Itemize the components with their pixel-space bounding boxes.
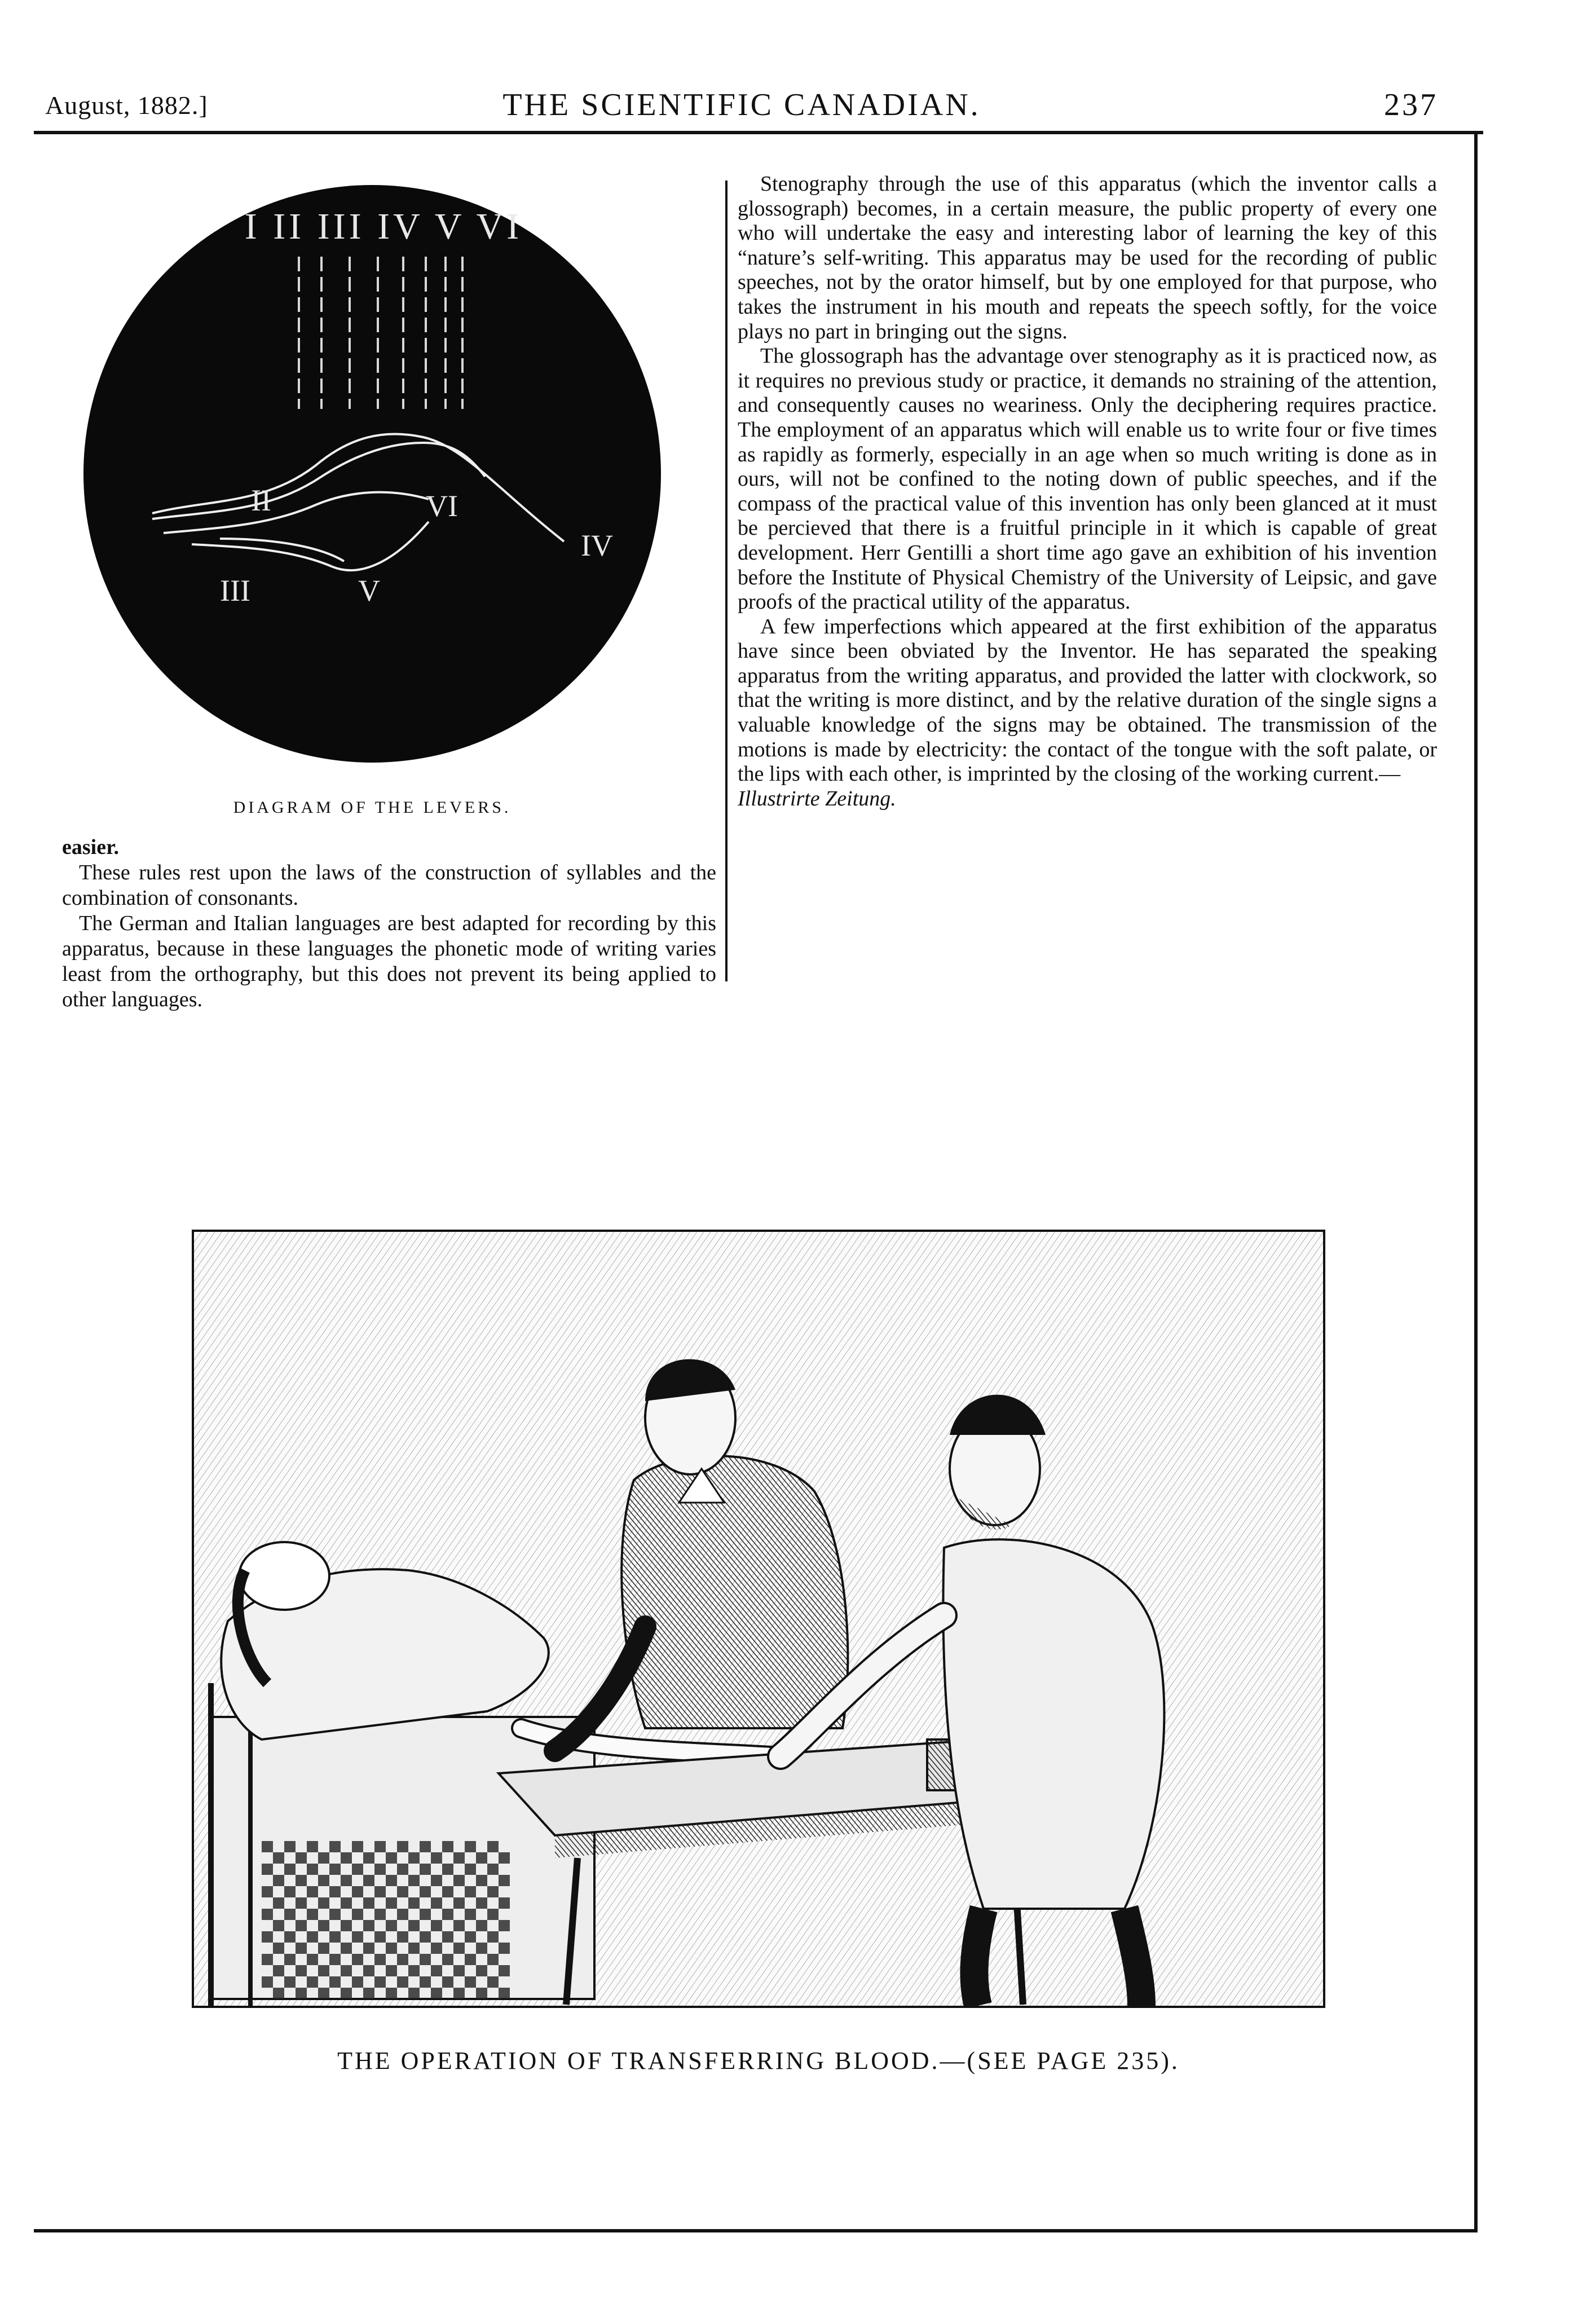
lever-diagram <box>79 172 665 776</box>
blood-transfusion-engraving <box>192 1230 1325 2008</box>
paragraph: Stenography through the use of this apparatus (which the inventor calls a glossograph) becomes, in a certain measure, the public property of every one who will undertake the easy and interesting labor of learning the key of this “nature’s self-writing. This apparatus may be used for the recording of public speeches, not by the orator himself, but by one employed for that purpose, who takes the instrument in his mouth and repeats the speech softly, for the voice plays no part in bringing out the signs. <box>738 172 1437 344</box>
source-credit: Illustrirte Zeitung. <box>738 786 896 811</box>
column-rule <box>725 180 728 981</box>
paragraph: easier. <box>62 835 119 859</box>
page-header <box>45 85 1438 130</box>
paragraph: A few imperfections which appeared at the first exhibition of the apparatus have since been obviated by the Inventor. He has separated the speaking apparatus from the writing apparatus, and provided the latter with clockwork, so that the writing is more distinct, and by the relative duration of the single signs a valuable knowledge of the signs may be obtained. The transmission of the motions is made by electricity: the contact of the tongue with the soft palate, or the lips with each other, is imprinted by the closing of the working current.— <box>738 614 1437 786</box>
page-number: 237 <box>1384 87 1438 122</box>
lever-label-v: V <box>358 574 380 607</box>
paragraph: The glossograph has the advantage over stenography as it is practiced now, as it requires no previous study or practice, it demands no straining of the attention, and consequently causes no weariness. Only the deciphering requires practice. The employment of an apparatus which will enable us to write four or five times as rapidly as formerly, especially in an age when so much writing is done as in ours, will not be confined to the noting down of public speeches, and if the compass of the practical value of this invention has only been glanced at it must be percieved that there is a fruitful principle in it which is capable of great development. Herr Gentilli a short time ago gave an exhibition of his invention before the Institute of Physical Chemistry of the University of Leipsic, and gave proofs of the practical utility of the apparatus. <box>738 344 1437 614</box>
paragraph: These rules rest upon the laws of the construction of syllables and the combination of consonants. <box>62 861 716 910</box>
paragraph: The German and Italian languages are best adapted for recording by this apparatus, because in these languages the phonetic mode of writing varies least from the orthography, but this does not prevent its being applied to other languages. <box>62 911 716 1011</box>
lever-label-iv: IV <box>581 529 613 562</box>
diagram-top-numerals: I II III IV V VI <box>244 206 523 247</box>
left-column <box>62 835 716 1012</box>
lever-label-iii: III <box>220 574 250 607</box>
engraving-illustration <box>194 1232 1323 2006</box>
right-column <box>738 172 1437 811</box>
diagram-disc <box>83 185 661 763</box>
lever-label-ii: II <box>251 483 271 517</box>
lever-label-vi: VI <box>426 489 458 523</box>
publication-title: THE SCIENTIFIC CANADIAN. <box>502 87 981 122</box>
diagram-caption: DIAGRAM OF THE LEVERS. <box>233 798 512 817</box>
engraving-caption: THE OPERATION OF TRANSFERRING BLOOD.—(SEE PAGE 235). <box>337 2047 1180 2075</box>
issue-date: August, 1882.] <box>45 91 208 120</box>
